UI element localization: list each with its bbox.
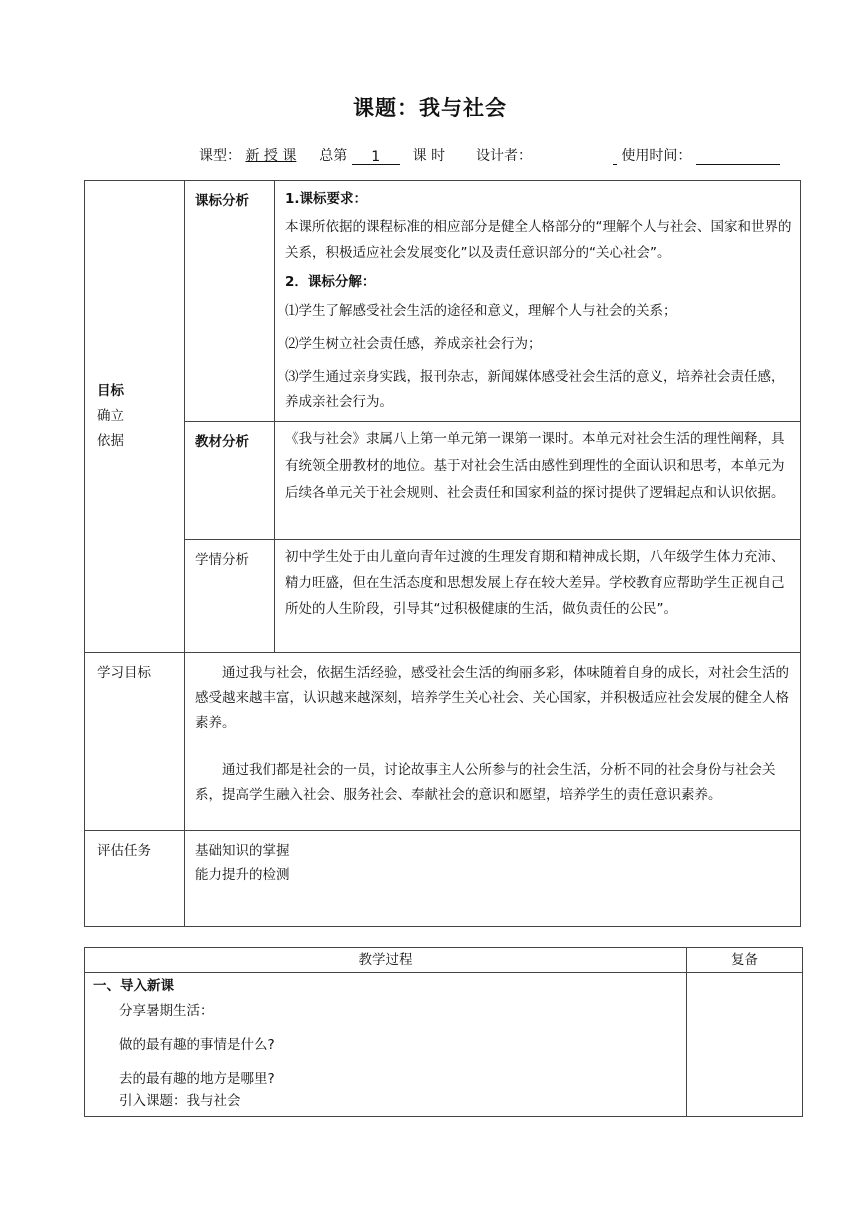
basis-cell <box>85 181 185 653</box>
review-header: 复备 <box>687 948 803 973</box>
basis-label-sub: 依据 <box>97 433 124 449</box>
assessment-item: 能力提升的检测 <box>195 867 290 883</box>
textbook-text: 《我与社会》隶属八上第一单元第一课第一课时。本单元对社会生活的理性阐释，具有统领全册教材的地位。基于对社会生活由感性到理性的全面认识和思考，本单元为后续各单元关于社会规则、社会责任和国家利益的探讨提供了逻辑起点和认识依据。 <box>275 422 801 540</box>
basis-label-sub: 确立 <box>97 408 124 424</box>
decomp-item: ⑴学生了解感受社会生活的途径和意义，理解个人与社会的关系； <box>285 303 677 319</box>
assessment-content <box>185 831 801 927</box>
decomp-title: 2．课标分解： <box>285 274 376 290</box>
objective-paragraph: 通过我与社会，依据生活经验，感受社会生活的绚丽多彩，体味随着自身的成长，对社会生活的感受越来越丰富，认识越来越深刻，培养学生关心社会、关心国家，并积极适应社会发展的健全人格素养。 <box>195 665 789 731</box>
process-line: 去的最有趣的地方是哪里? <box>119 1071 275 1087</box>
lesson-label: 课 时 <box>412 148 446 164</box>
process-line: 做的最有趣的事情是什么? <box>119 1037 275 1053</box>
type-value: 新 授 课 <box>245 148 297 164</box>
assessment-row <box>85 831 801 927</box>
curriculum-row <box>85 181 801 422</box>
total-value: 1 <box>352 149 400 165</box>
curriculum-label: 课标分析 <box>185 181 275 422</box>
review-cell <box>687 973 803 1117</box>
process-header: 教学过程 <box>85 948 687 973</box>
designer-label: 设计者： <box>475 148 532 164</box>
assessment-label: 评估任务 <box>85 831 185 927</box>
total-label: 总第 <box>319 148 348 164</box>
assessment-item: 基础知识的掌握 <box>195 843 290 859</box>
decomp-item: ⑵学生树立社会责任感，养成亲社会行为； <box>285 336 542 352</box>
type-label: 课型： <box>199 148 241 164</box>
decomp-item: ⑶学生通过亲身实践，报刊杂志，新闻媒体感受社会生活的意义，培养社会责任感，养成亲社会行为。 <box>285 369 785 410</box>
designer-blank <box>613 149 617 165</box>
lesson-meta <box>199 145 780 165</box>
objective-paragraph: 通过我们都是社会的一员，讨论故事主人公所参与的社会生活，分析不同的社会身份与社会关系，提高学生融入社会、服务社会、奉献社会的意识和愿望，培养学生的责任意识素养。 <box>195 762 776 803</box>
textbook-label: 教材分析 <box>185 422 275 540</box>
process-header-row <box>85 948 803 973</box>
basis-label: 目标 <box>97 383 124 399</box>
page-title: 课题：我与社会 <box>353 96 507 120</box>
time-blank <box>696 149 780 165</box>
process-line: 引入课题：我与社会 <box>119 1093 241 1109</box>
section-title: 一、导入新课 <box>93 978 174 994</box>
textbook-row <box>85 422 801 540</box>
lesson-basis-table <box>84 180 801 927</box>
process-row <box>85 973 803 1117</box>
objectives-row <box>85 653 801 831</box>
req-title: 1.课标要求： <box>285 191 368 207</box>
objectives-content <box>185 653 801 831</box>
process-content <box>85 973 687 1117</box>
learner-label: 学情分析 <box>185 540 275 653</box>
teaching-process-table <box>84 947 803 1117</box>
req-text: 本课所依据的课程标准的相应部分是健全人格部分的“理解个人与社会、国家和世界的关系，积极适应社会发展变化”以及责任意识部分的“关心社会”。 <box>285 219 792 261</box>
process-line: 分享暑期生活： <box>119 1003 214 1019</box>
learner-row <box>85 540 801 653</box>
objectives-label: 学习目标 <box>85 653 185 831</box>
learner-text: 初中学生处于由儿童向青年过渡的生理发育期和精神成长期，八年级学生体力充沛、精力旺盛，但在生活态度和思想发展上存在较大差异。学校教育应帮助学生正视自己所处的人生阶段，引导其“过积极健康的生活，做负责任的公民”。 <box>275 540 801 653</box>
time-label: 使用时间： <box>621 148 692 164</box>
curriculum-content <box>275 181 801 422</box>
